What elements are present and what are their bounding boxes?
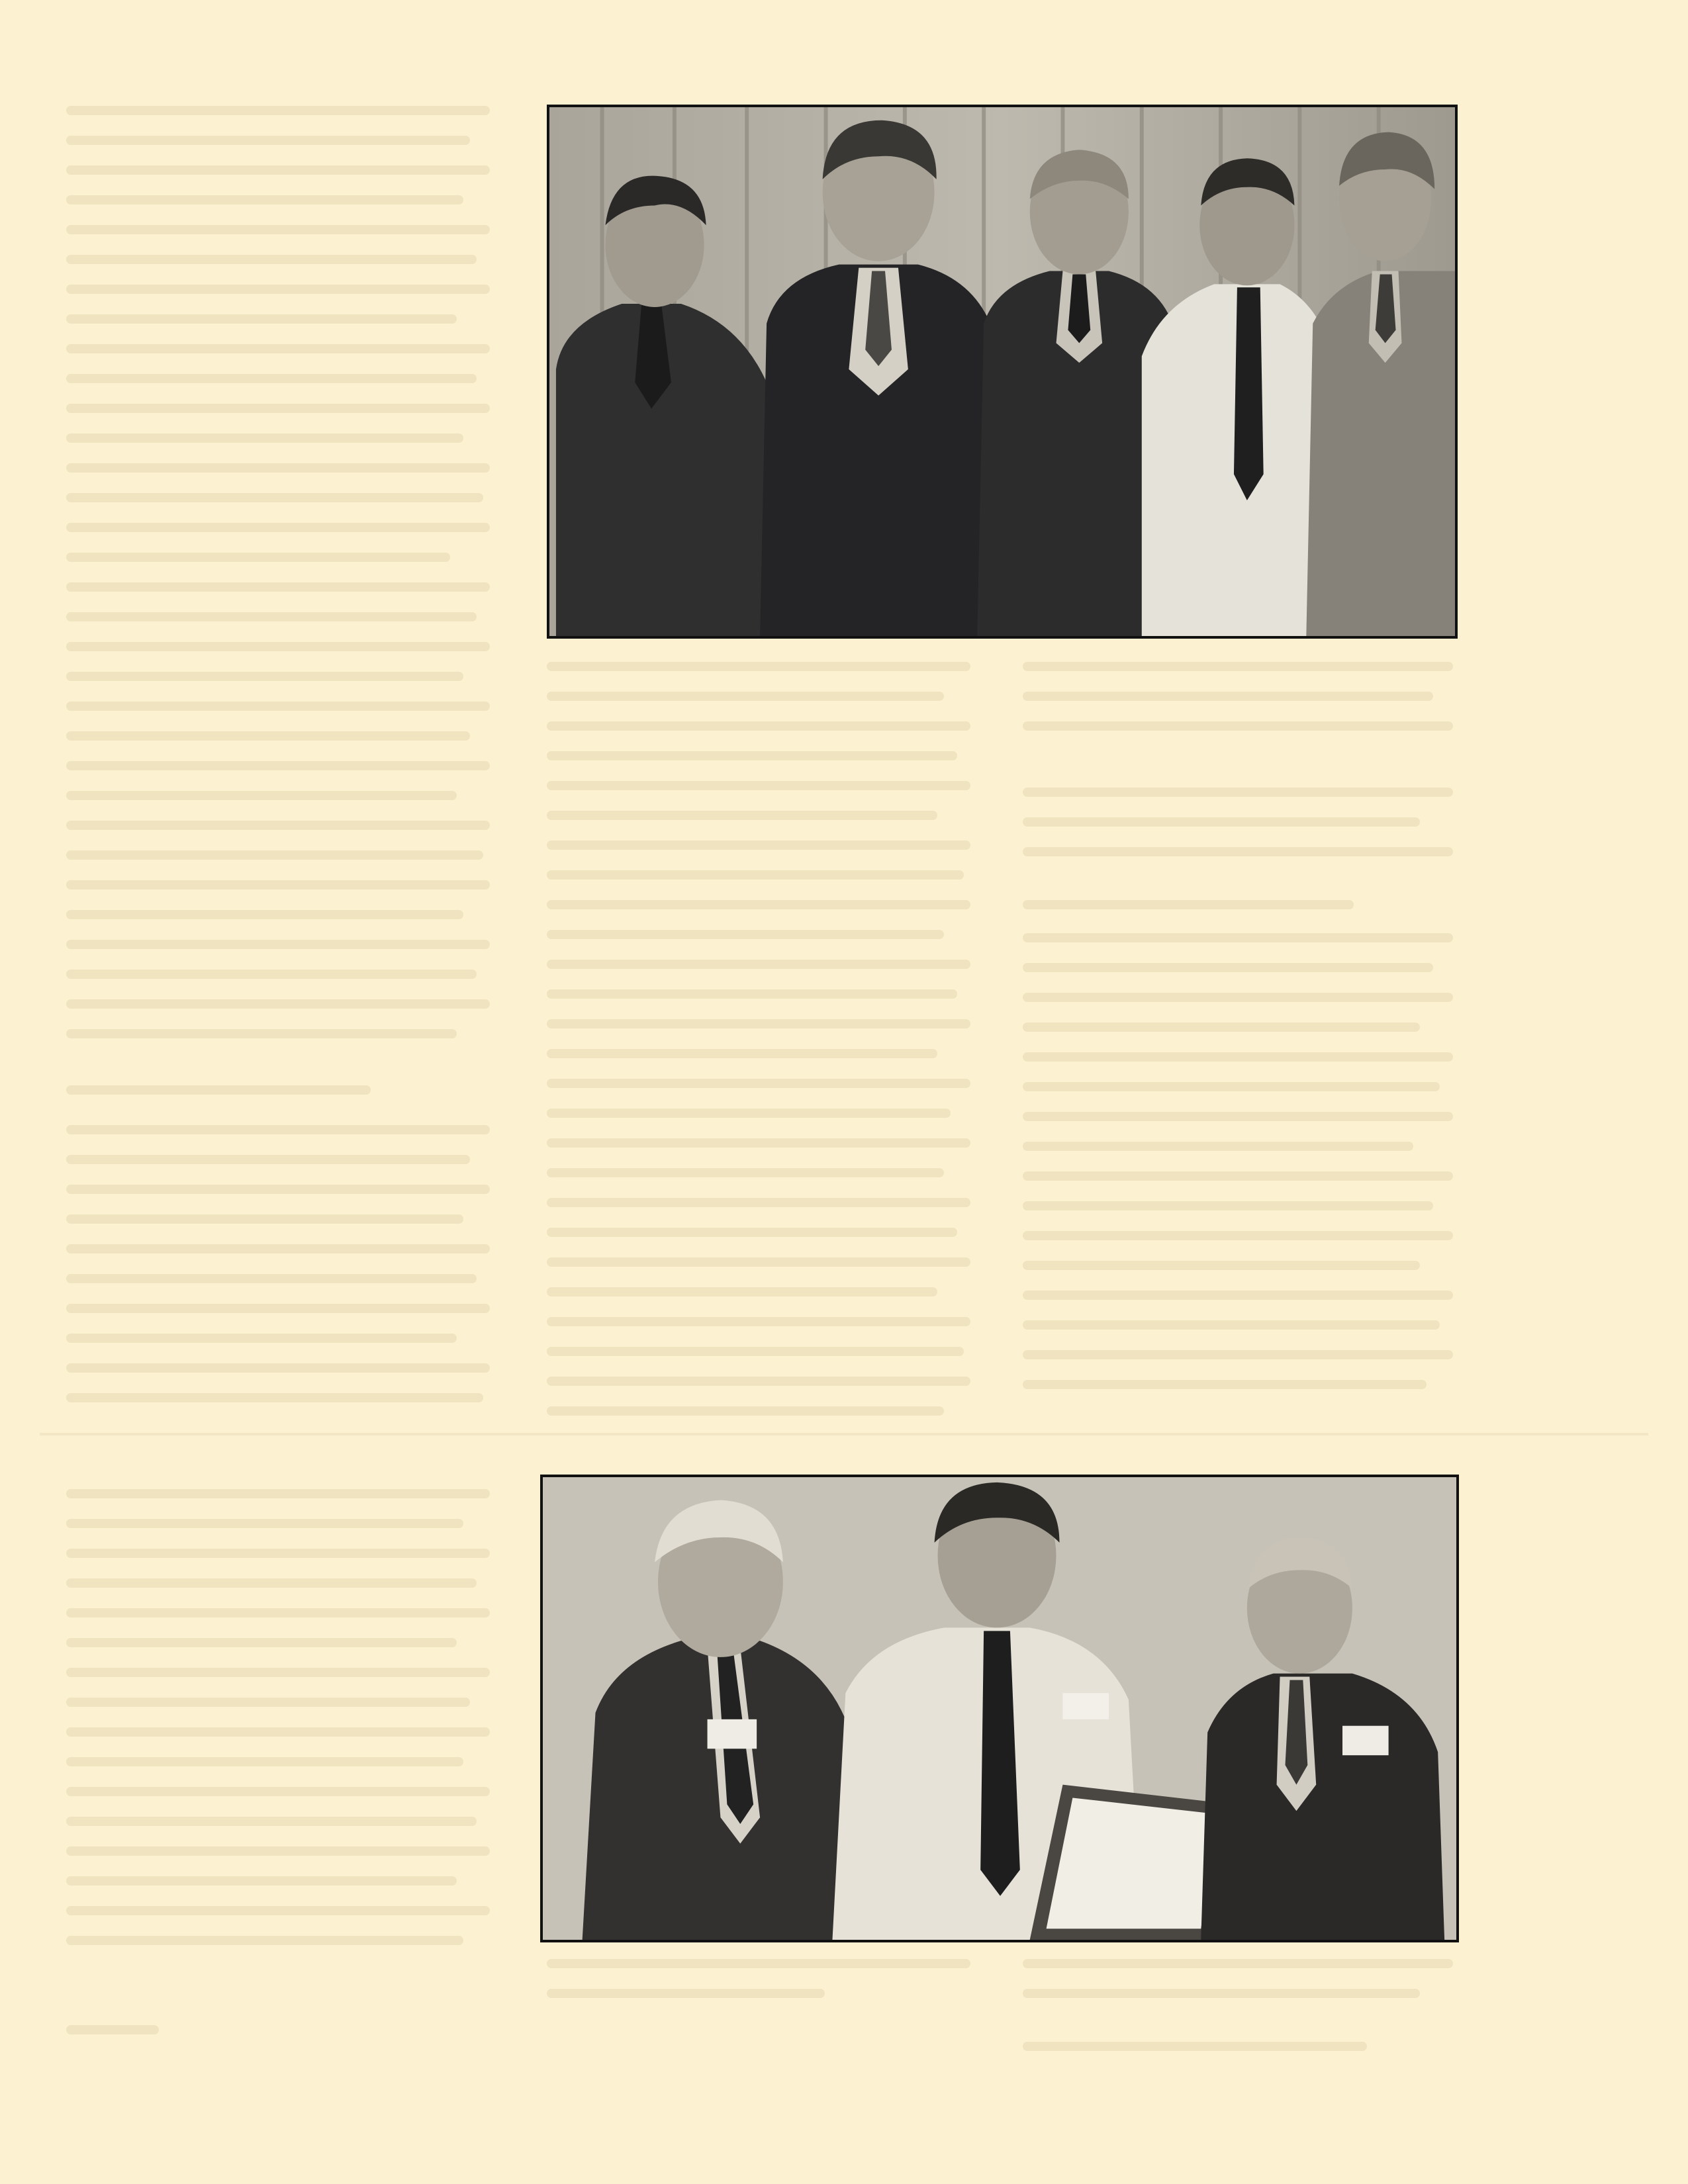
group-photo-five-men-image [549,107,1455,636]
award-presentation-photo [540,1475,1459,1942]
section-divider [40,1433,1648,1435]
group-photo-five-men [547,105,1458,639]
award-presentation-photo-image [543,1477,1456,1940]
